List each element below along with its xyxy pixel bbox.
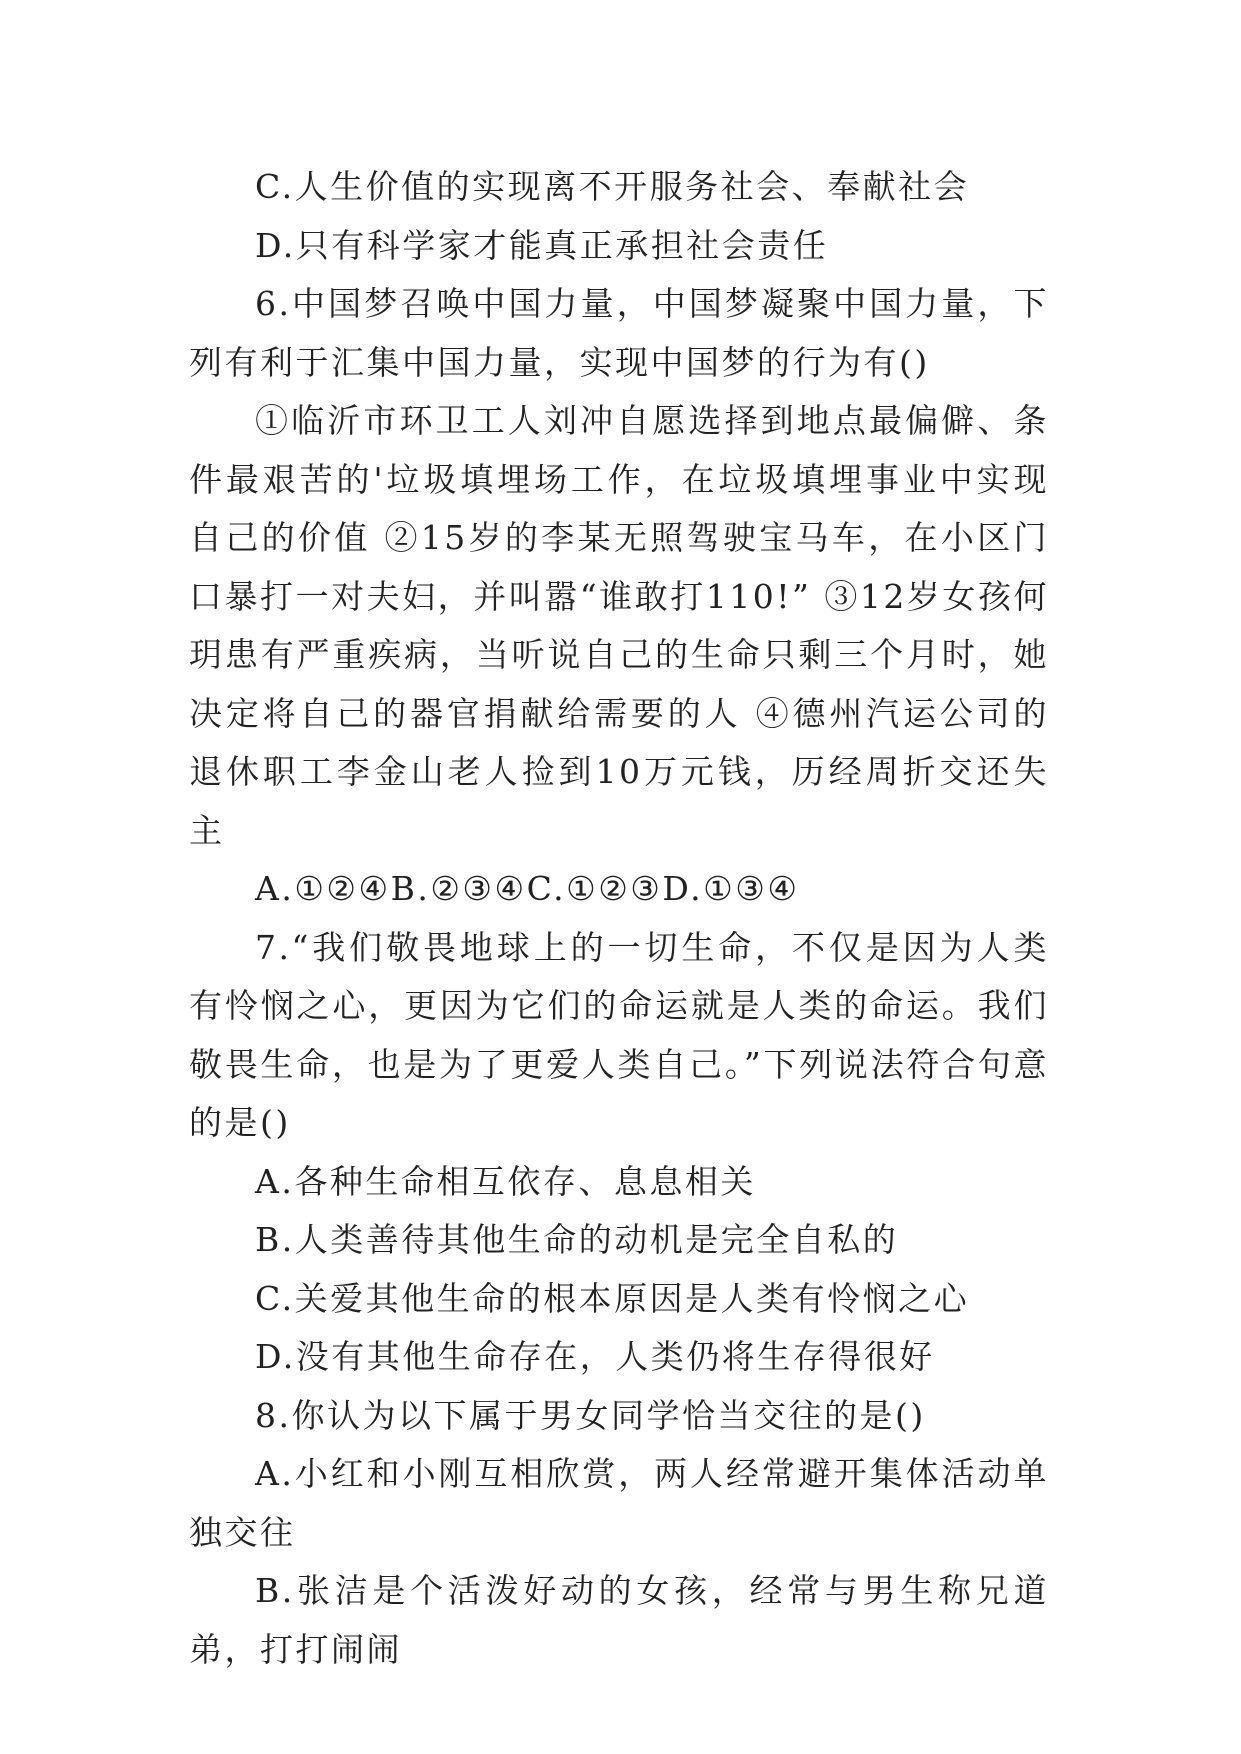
option-c-q5: C.人生价值的实现离不开服务社会、奉献社会: [255, 167, 970, 206]
document-page: [189, 158, 1049, 1679]
option-d-q7: D.没有其他生命存在，人类仍将生存得很好: [255, 1337, 935, 1376]
question-6-statements: ①临沂市环卫工人刘冲自愿选择到地点最偏僻、条件最艰苦的'垃圾填埋场工作，在垃圾填埋事业中实现自己的价值 ②15岁的李某无照驾驶宝马车，在小区门口暴打一对夫妇，并叫嚣“谁敢打110!” ③12岁女孩何玥患有严重疾病，当听说自己的生命只剩三个月时，她决定将自己的器官捐献给需要的人 ④德州汽运公司的退休职工李金山老人捡到10万元钱，历经周折交还失主: [189, 401, 1049, 850]
question-7: 7.“我们敬畏地球上的一切生命，不仅是因为人类有怜悯之心，更因为它们的命运就是人类的命运。我们敬畏生命，也是为了更爱人类自己。”下列说法符合句意的是(): [189, 927, 1049, 1142]
question-8: 8.你认为以下属于男女同学恰当交往的是(): [255, 1395, 926, 1435]
option-b-q7: B.人类善待其他生命的动机是完全自私的: [255, 1220, 899, 1259]
question-6-options: A.①②④B.②③④C.①②③D.①③④: [255, 869, 800, 908]
option-c-q7: C.关爱其他生命的根本原因是人类有怜悯之心: [255, 1278, 970, 1318]
option-d-q5: D.只有科学家才能真正承担社会责任: [255, 225, 829, 265]
option-a-q7: A.各种生命相互依存、息息相关: [255, 1161, 756, 1201]
option-b-q8: B.张洁是个活泼好动的女孩，经常与男生称兄道弟，打打闹闹: [189, 1571, 1049, 1669]
question-6: 6.中国梦召唤中国力量，中国梦凝聚中国力量，下列有利于汇集中国力量，实现中国梦的行为有(): [189, 284, 1049, 382]
option-a-q8: A.小红和小刚互相欣赏，两人经常避开集体活动单独交往: [189, 1454, 1049, 1552]
